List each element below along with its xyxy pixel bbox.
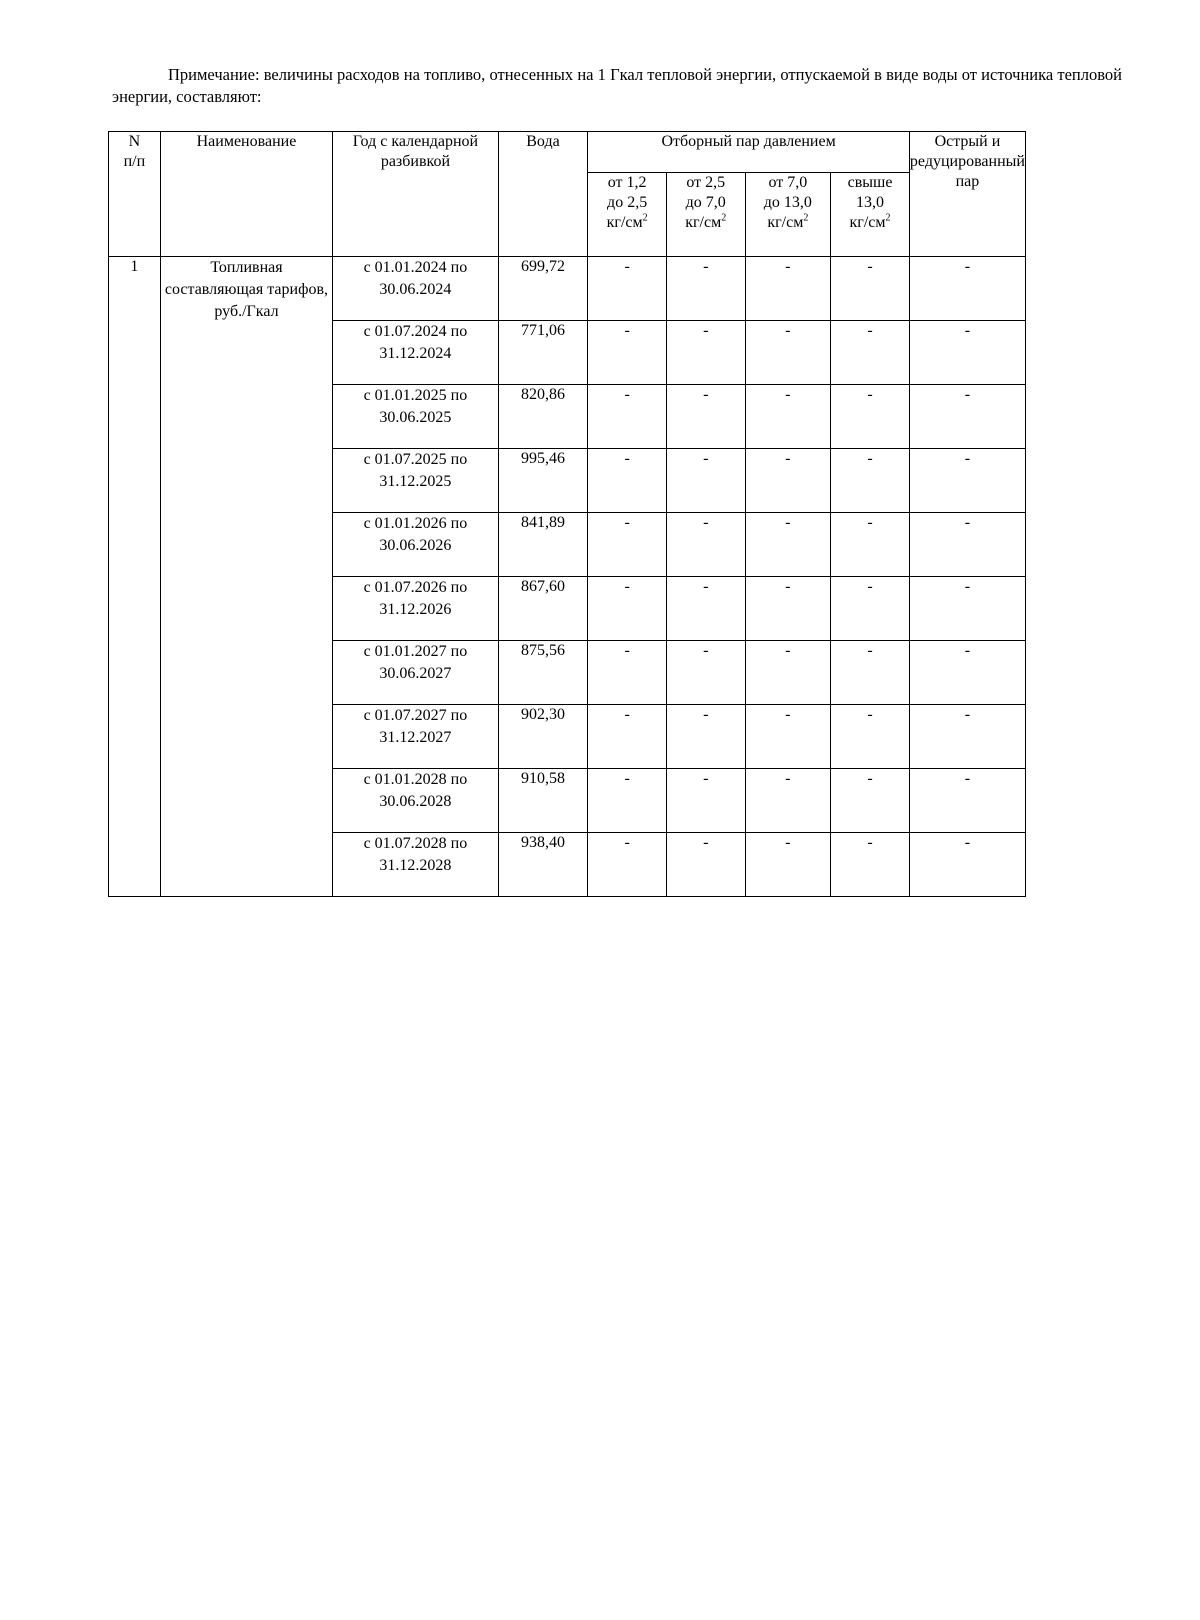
row-number-cell: 1 [109, 257, 161, 897]
water-value-cell: 771,06 [498, 321, 588, 385]
note-paragraph: Примечание: величины расходов на топливо, отнесенных на 1 Гкал тепловой энергии, отпускаемой в виде воды от источника тепловой энергии, составляют: [112, 65, 1122, 106]
period-start: с 01.07.2025 по [363, 451, 468, 468]
period-start: с 01.07.2024 по [363, 323, 468, 340]
table-body [109, 257, 1026, 897]
period-cell [333, 833, 498, 897]
empty-dash-cell: - [588, 513, 667, 577]
header-number [109, 132, 161, 257]
empty-dash-cell: - [831, 705, 910, 769]
empty-dash-cell: - [831, 769, 910, 833]
header-steam-range-4 [831, 173, 910, 257]
empty-dash-cell: - [588, 257, 667, 321]
header-steam-range-exp: 2 [885, 212, 891, 224]
water-value-cell: 902,30 [498, 705, 588, 769]
period-start: с 01.01.2028 по [363, 771, 468, 788]
header-number-line2: п/п [123, 153, 146, 170]
water-value-cell: 841,89 [498, 513, 588, 577]
period-start: с 01.07.2027 по [363, 707, 468, 724]
empty-dash-cell: - [588, 321, 667, 385]
period-end: 31.12.2026 [379, 601, 452, 618]
header-water: Вода [498, 132, 588, 257]
period-start: с 01.01.2027 по [363, 643, 468, 660]
period-cell [333, 705, 498, 769]
header-sharp-steam: Острый и редуцированный пар [909, 132, 1025, 257]
period-end: 31.12.2024 [379, 345, 452, 362]
empty-dash-cell: - [745, 321, 831, 385]
empty-dash-cell: - [909, 705, 1025, 769]
water-value-cell: 867,60 [498, 577, 588, 641]
empty-dash-cell: - [666, 257, 745, 321]
empty-dash-cell: - [831, 385, 910, 449]
empty-dash-cell: - [909, 513, 1025, 577]
empty-dash-cell: - [745, 833, 831, 897]
header-steam-range-line2: до 7,0 [685, 194, 726, 211]
empty-dash-cell: - [745, 641, 831, 705]
water-value-cell: 910,58 [498, 769, 588, 833]
period-end: 30.06.2025 [379, 409, 452, 426]
empty-dash-cell: - [909, 641, 1025, 705]
header-steam-range-line2: 13,0 [856, 194, 884, 211]
header-steam-range-unit: кг/см [767, 214, 804, 231]
empty-dash-cell: - [745, 577, 831, 641]
fuel-cost-table [108, 131, 1026, 897]
period-cell [333, 641, 498, 705]
row-name-cell: Топливная составляющая тарифов, руб./Гкал [160, 257, 332, 897]
empty-dash-cell: - [909, 321, 1025, 385]
header-year: Год с календарной разбивкой [333, 132, 498, 257]
header-steam-range-1 [588, 173, 667, 257]
period-end: 30.06.2028 [379, 793, 452, 810]
period-cell [333, 449, 498, 513]
period-cell [333, 385, 498, 449]
period-end: 30.06.2027 [379, 665, 452, 682]
empty-dash-cell: - [666, 769, 745, 833]
header-steam-range-line1: от 7,0 [768, 174, 808, 191]
empty-dash-cell: - [745, 257, 831, 321]
header-steam-range-line2: до 2,5 [607, 194, 648, 211]
empty-dash-cell: - [588, 833, 667, 897]
empty-dash-cell: - [666, 577, 745, 641]
period-cell [333, 577, 498, 641]
header-steam-range-exp: 2 [642, 212, 648, 224]
empty-dash-cell: - [831, 833, 910, 897]
header-steam-range-exp: 2 [721, 212, 727, 224]
period-cell [333, 257, 498, 321]
empty-dash-cell: - [909, 577, 1025, 641]
header-steam-range-unit: кг/см [849, 214, 886, 231]
empty-dash-cell: - [666, 705, 745, 769]
empty-dash-cell: - [588, 385, 667, 449]
empty-dash-cell: - [831, 641, 910, 705]
period-start: с 01.07.2026 по [363, 579, 468, 596]
period-end: 30.06.2024 [379, 281, 452, 298]
empty-dash-cell: - [745, 513, 831, 577]
header-steam-range-unit: кг/см [606, 214, 643, 231]
header-steam-range-line2: до 13,0 [763, 194, 812, 211]
header-steam-range-line1: от 1,2 [607, 174, 647, 191]
empty-dash-cell: - [666, 321, 745, 385]
header-steam-range-exp: 2 [803, 212, 809, 224]
empty-dash-cell: - [588, 641, 667, 705]
empty-dash-cell: - [831, 513, 910, 577]
empty-dash-cell: - [588, 769, 667, 833]
period-cell [333, 769, 498, 833]
header-steam-range-unit: кг/см [685, 214, 722, 231]
table-row [109, 257, 1026, 321]
empty-dash-cell: - [588, 577, 667, 641]
empty-dash-cell: - [588, 705, 667, 769]
period-start: с 01.07.2028 по [363, 835, 468, 852]
water-value-cell: 699,72 [498, 257, 588, 321]
period-start: с 01.01.2026 по [363, 515, 468, 532]
period-end: 31.12.2025 [379, 473, 452, 490]
empty-dash-cell: - [831, 577, 910, 641]
empty-dash-cell: - [909, 385, 1025, 449]
empty-dash-cell: - [666, 641, 745, 705]
header-steam-group: Отборный пар давлением [588, 132, 910, 173]
empty-dash-cell: - [666, 833, 745, 897]
empty-dash-cell: - [745, 449, 831, 513]
header-name: Наименование [160, 132, 332, 257]
empty-dash-cell: - [745, 769, 831, 833]
header-number-line1: N [128, 133, 141, 150]
water-value-cell: 820,86 [498, 385, 588, 449]
empty-dash-cell: - [588, 449, 667, 513]
period-end: 31.12.2027 [379, 729, 452, 746]
period-start: с 01.01.2025 по [363, 387, 468, 404]
empty-dash-cell: - [745, 385, 831, 449]
period-end: 30.06.2026 [379, 537, 452, 554]
empty-dash-cell: - [745, 705, 831, 769]
header-steam-range-line1: свыше [847, 174, 893, 191]
header-steam-range-2 [666, 173, 745, 257]
water-value-cell: 938,40 [498, 833, 588, 897]
empty-dash-cell: - [909, 449, 1025, 513]
empty-dash-cell: - [666, 385, 745, 449]
empty-dash-cell: - [666, 513, 745, 577]
empty-dash-cell: - [909, 833, 1025, 897]
empty-dash-cell: - [831, 257, 910, 321]
water-value-cell: 995,46 [498, 449, 588, 513]
empty-dash-cell: - [909, 257, 1025, 321]
header-steam-range-3 [745, 173, 831, 257]
empty-dash-cell: - [831, 321, 910, 385]
period-end: 31.12.2028 [379, 857, 452, 874]
period-start: с 01.01.2024 по [363, 259, 468, 276]
empty-dash-cell: - [831, 449, 910, 513]
header-steam-range-line1: от 2,5 [686, 174, 726, 191]
empty-dash-cell: - [909, 769, 1025, 833]
period-cell [333, 513, 498, 577]
water-value-cell: 875,56 [498, 641, 588, 705]
empty-dash-cell: - [666, 449, 745, 513]
period-cell [333, 321, 498, 385]
